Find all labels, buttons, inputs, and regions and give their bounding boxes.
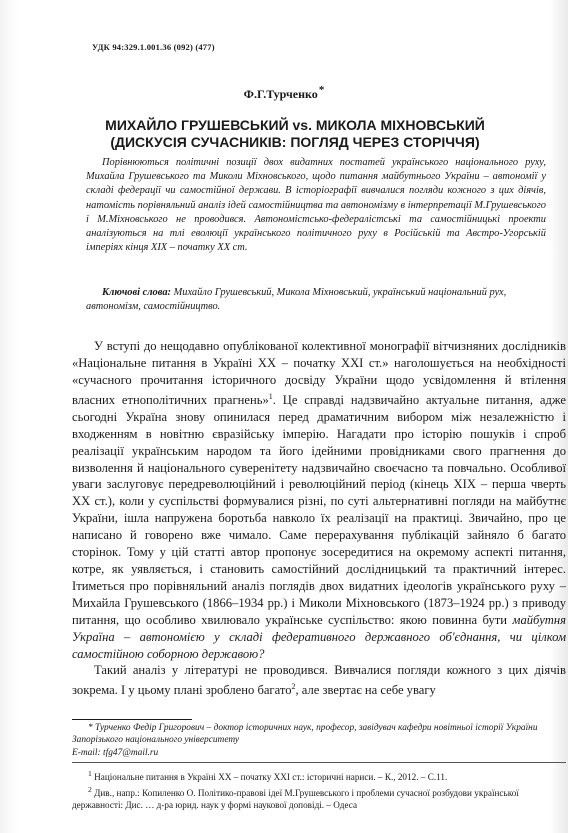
title-line-1: МИХАЙЛО ГРУШЕВСЬКИЙ vs. МИКОЛА МІХНОВСЬКИЙ xyxy=(105,117,485,133)
footnote-text: Національне питання в Україні ХХ – початку ХХІ ст.: історичні нариси. – К., 2012. – С.11. xyxy=(94,772,448,783)
footnote-text: Див., напр.: Копиленко О. Політико-правові ідеї М.Грушевського і проблеми сучасної розбудови української державності: Дис. … д-ра юрид. наук у формі наукової доповіді. – Одеса xyxy=(72,787,519,811)
abstract: Порівнюються політичні позиції двох видатних постатей українського національного руху, Михайла Грушевського та Миколи Міхновського, щодо питання майбутнього України – автономії у складі федерації чи самостійної держави. В історіографії вивчалися погляди кожного з цих діячів, натомість порівняльний аналіз ідей самостійництва та автономізму в інтерпретації М.Грушевського і М.Міхновського не проводився. Автономістсько-федералістські та самостійницькі проекти аналізуються на тлі еволюції українського політичного руху в Російській та Австро-Угорській імперіях кінця ХІХ – початку ХХ ст. xyxy=(86,157,546,254)
footnote-ref-2: 2 xyxy=(291,682,296,692)
footnote-1 xyxy=(72,768,566,784)
body-text: У вступі до нещодавно опублікованої колективної монографії вітчизняних дослідників «Національне питання в Україні ХХ – початку ХХІ ст.» наголошується на необхідності «сучасного прочитання історичного досвіду України щодо усвідомлення й втілення власних етнополітичних прагнень» xyxy=(72,339,566,407)
author-footnote-mark: * xyxy=(88,723,93,733)
body-text: . Це справді надзвичайно актуальне питання, адже сьогодні Україна знову опинилася перед драматичним вибором між незалежністю і входженням в новітню євразійську імперію. Нагадати про історію пошуків і спроб реалізації українським народом та його ідейними провідниками свого прагнення до визволення й національного суверенітету надзвичайно своєчасно та повчально. Особливої уваги заслуговує передреволюційний і революційний період (кінець ХІХ – перша чверть ХХ ст.), коли у суспільстві формувалися різні, по суті альтернативні погляди на майбутнє України, ішла напружена боротьба навколо їх реалізації на практиці. Звичайно, про це написано й говорено вже чимало. Саме перерахування публікацій зайняло б багато сторінок. Тому у цій статті автор пропонує зосередитися на окремому аспекті питання, котре, як уявляється, і становить самостійний дослідницький та практичний інтерес. Ітиметься про порівняльний аналіз поглядів двох видатних ідеологів українського руху – Михайла Грушевського (1866–1934 рр.) і Миколи Міхновського (1873–1924 рр.) з приводу питання, що особливо хвилювало українське суспільство: якою повинна бути xyxy=(72,392,566,627)
author-footnote-mark: * xyxy=(318,84,325,96)
footnotes xyxy=(72,768,566,812)
body-paragraph-2 xyxy=(72,662,566,699)
keywords-label: Ключові слова: xyxy=(102,287,171,298)
footnote-separator xyxy=(72,762,566,763)
footnote-divider xyxy=(72,719,192,720)
body-text: , але звертає на себе увагу xyxy=(295,683,436,698)
keywords-text: Михайло Грушевський, Микола Міхновський, український національний рух, автономізм, самостійництво. xyxy=(86,287,507,313)
body-paragraph-1 xyxy=(72,338,566,662)
author-footnote xyxy=(72,722,566,759)
author-line xyxy=(0,84,568,102)
author-email: tfg47@mail.ru xyxy=(102,747,159,758)
footnote-number: 2 xyxy=(88,784,92,794)
article-body xyxy=(72,338,566,699)
author-footnote-text: Турченко Федір Григорович – доктор історичних наук, професор, завідувач кафедри новітньої історії України Запорізького національного університету xyxy=(72,723,538,746)
footnote-ref-1: 1 xyxy=(268,391,273,401)
email-label: E-mail: xyxy=(72,747,101,758)
title-line-2: (ДИСКУСІЯ СУЧАСНИКІВ: ПОГЛЯД ЧЕРЕЗ СТОРІЧЧЯ) xyxy=(110,134,480,150)
author-name: Ф.Г.Турченко xyxy=(243,87,318,101)
body-text: Такий аналіз у літературі не проводився. Вивчалися погляди кожного з цих діячів зокрема. І у цьому плані зроблено багато xyxy=(72,663,566,698)
udc-code: УДК 94:329.1.001.36 (092) (477) xyxy=(92,42,215,52)
footnote-2 xyxy=(72,784,566,812)
article-title xyxy=(60,117,530,151)
keywords xyxy=(86,286,546,314)
body-question-italic: майбутня Україна – автономією у складі федеративного державного об'єднання, чи цілком самостійною соборною державою? xyxy=(72,612,566,661)
footnote-number: 1 xyxy=(88,769,92,778)
